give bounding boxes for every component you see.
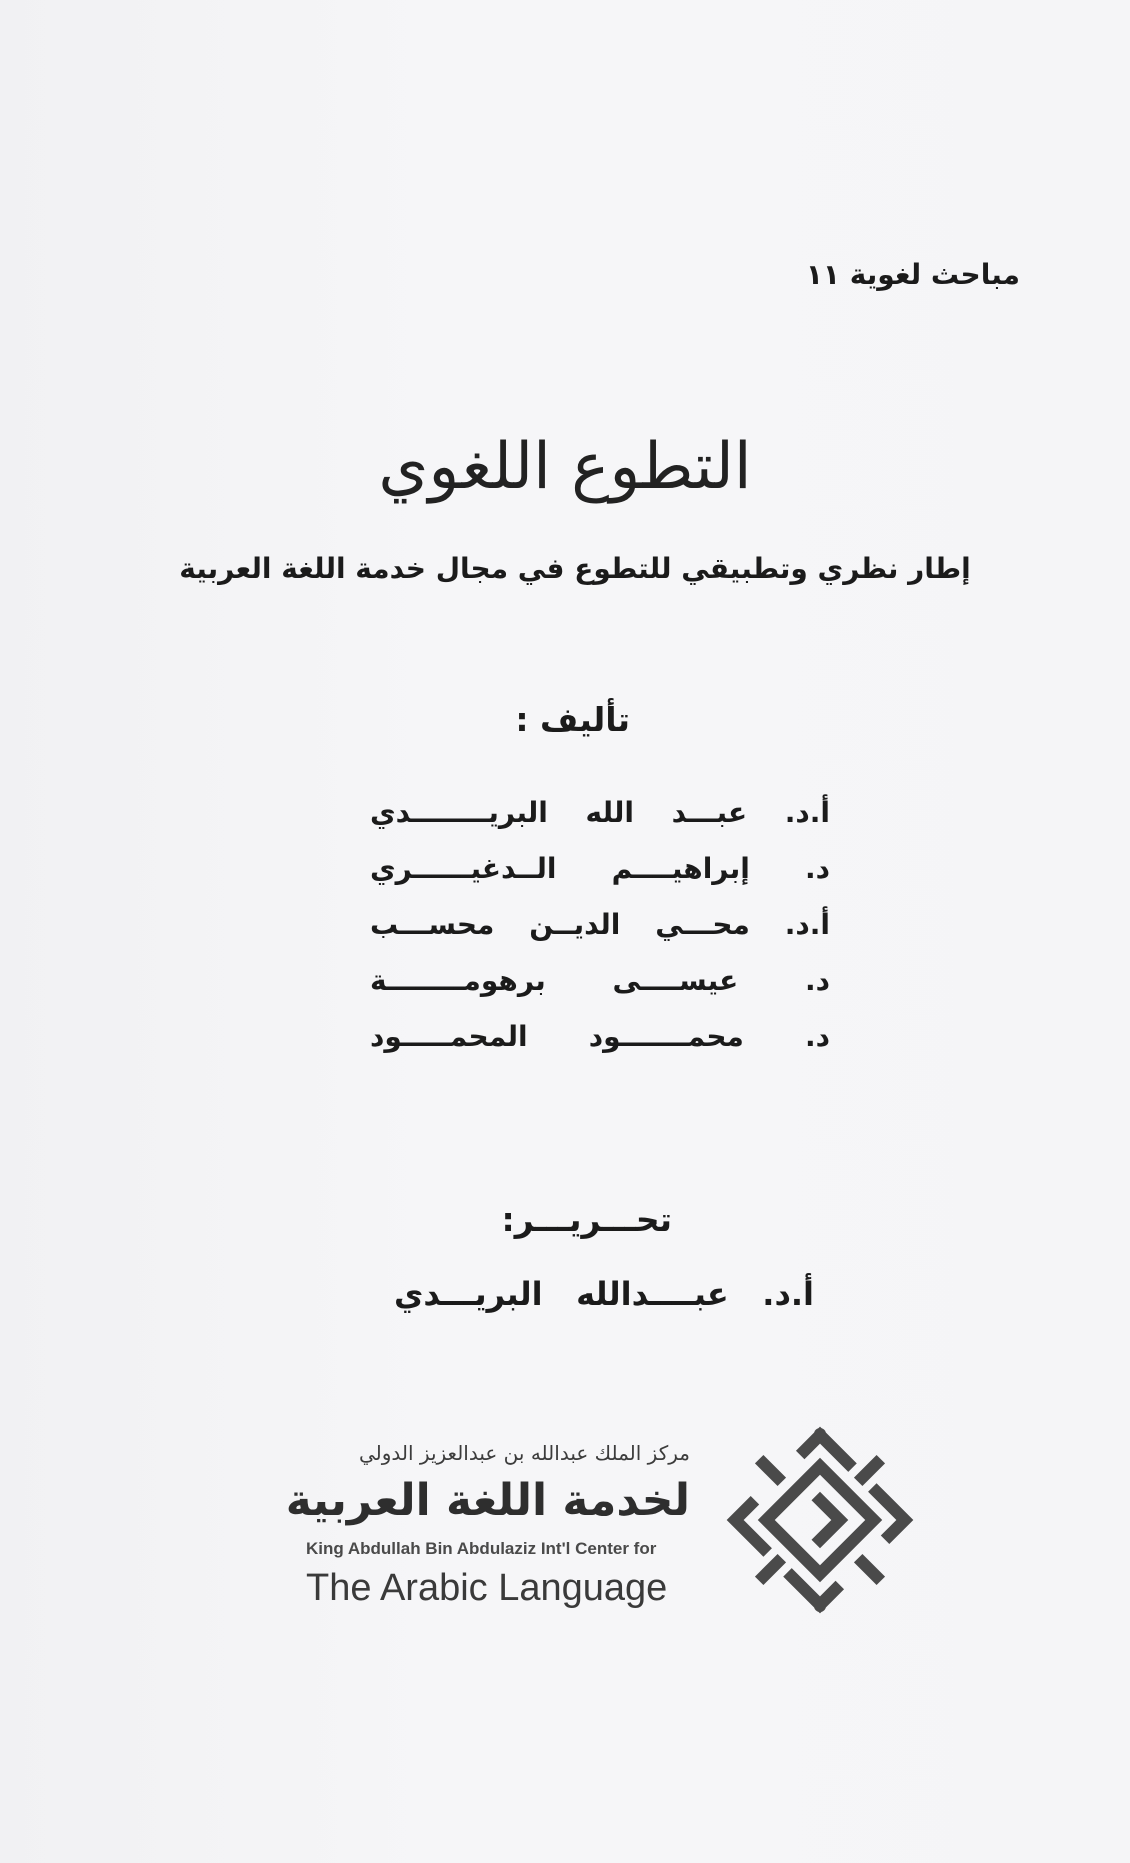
publisher-name-en-line2: The Arabic Language [306,1567,668,1609]
author-name: د. عيســــى برهومــــــــة [370,964,830,997]
author-name: د. محمـــــــود المحمـــــود [370,1020,830,1053]
editor-name: أ.د. عبــــدالله البريـــدي [394,1275,814,1313]
book-subtitle: إطار نظري وتطبيقي للتطوع في مجال خدمة اللغة العربية [179,552,971,585]
authors-list [370,785,830,1065]
author-name: أ.د. عبـــد الله البريــــــــدي [370,796,830,829]
authors-label: تأليف : [515,700,630,739]
author-item [370,953,830,1009]
book-title: التطوع اللغوي [378,430,752,504]
author-name: أ.د. محـــي الديــن محســـب [370,908,830,941]
author-item [370,1009,830,1065]
publisher-name-en-line1: King Abdullah Bin Abdulaziz Int'l Center for [306,1539,657,1558]
series-label: مباحث لغوية ١١ [805,258,1020,291]
author-item [370,841,830,897]
author-name: د. إبراهيــــم الــدغيــــــري [370,852,830,885]
author-item [370,897,830,953]
publisher-logo-text [285,1438,690,1612]
publisher-name-ar-line2: لخدمة اللغة العربية [285,1475,690,1526]
kufic-logo-mark-icon [720,1420,920,1620]
publisher-name-ar-line1: مركز الملك عبدالله بن عبدالعزيز الدولي [358,1441,690,1465]
author-item [370,785,830,841]
editor-label: تحـــريـــر: [501,1200,672,1239]
